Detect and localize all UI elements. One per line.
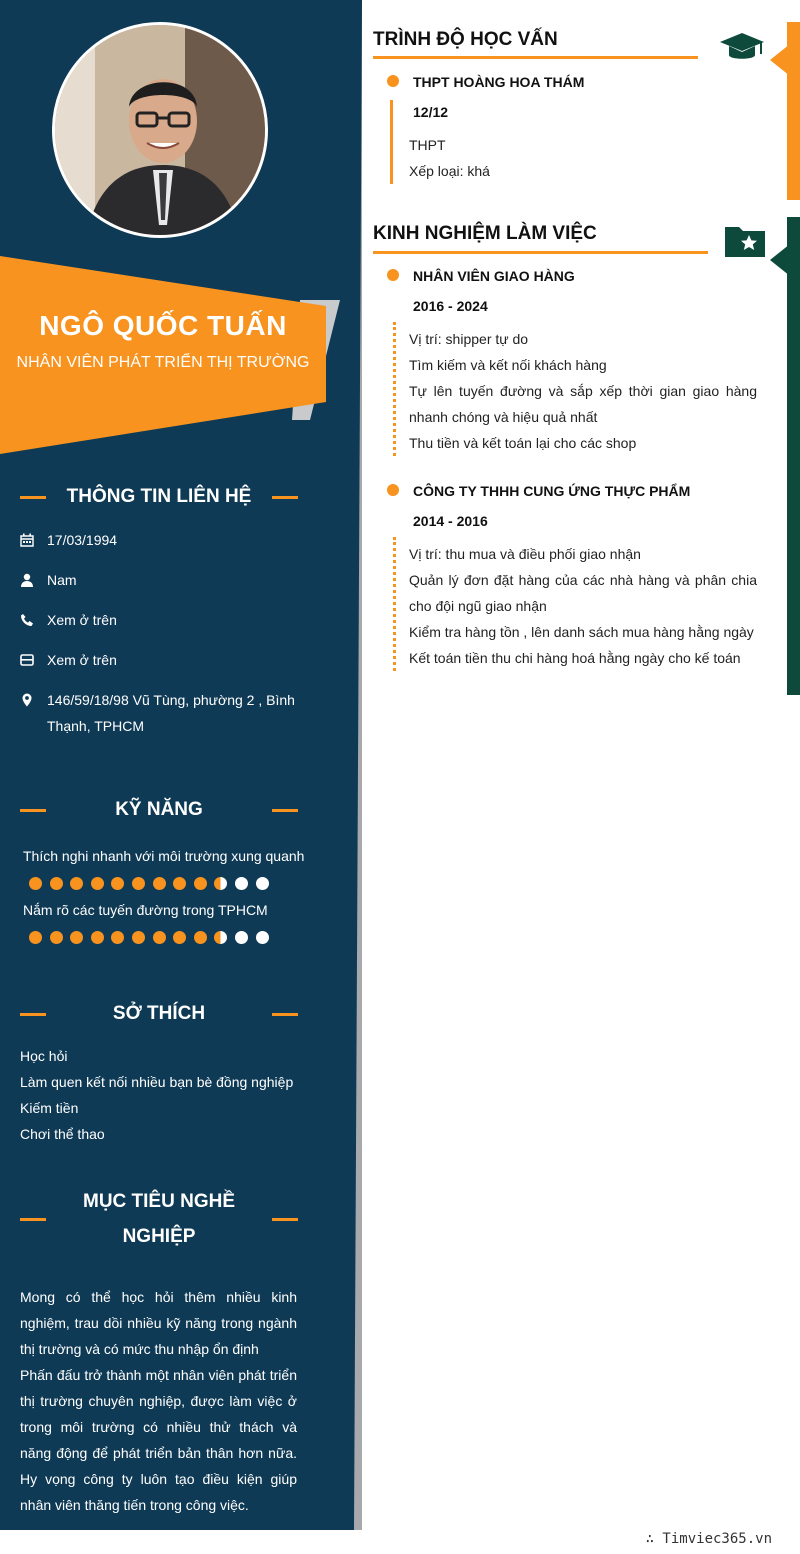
- job-title: NHÂN VIÊN GIAO HÀNG: [413, 268, 575, 284]
- experience-tab-arrow: [770, 244, 790, 276]
- rating-dot: [132, 877, 145, 890]
- heading-dash: [272, 1013, 298, 1016]
- contact-phone: [20, 607, 305, 633]
- heading-dash: [20, 1218, 46, 1221]
- job-date: 2016 - 2024: [413, 298, 488, 314]
- rating-dot: [153, 931, 166, 944]
- heading-dash: [20, 809, 46, 812]
- goal-section-heading: [20, 1184, 298, 1254]
- rating-dot: [111, 877, 124, 890]
- career-goal: [20, 1284, 297, 1518]
- rating-dot: [173, 877, 186, 890]
- heading-dash: [272, 496, 298, 499]
- address-value: 146/59/18/98 Vũ Tùng, phường 2 , Bình Thạnh, TPHCM: [47, 692, 295, 734]
- rating-dot: [194, 877, 207, 890]
- rating-dot: [132, 931, 145, 944]
- experience-underline: [373, 251, 708, 254]
- skills-section-heading: [20, 792, 298, 827]
- skill-label: Nắm rõ các tuyến đường trong TPHCM: [23, 902, 268, 918]
- job-title: CÔNG TY THHH CUNG ỨNG THỰC PHẨM: [413, 483, 691, 499]
- job-duty: Thu tiền và kết toán lại cho các shop: [409, 435, 637, 451]
- rating-dot: [29, 931, 42, 944]
- school-name: THPT HOÀNG HOA THÁM: [413, 74, 585, 90]
- education-heading: TRÌNH ĐỘ HỌC VẤN: [373, 29, 558, 50]
- contact-email: [20, 647, 305, 673]
- avatar: [52, 22, 268, 238]
- job-duty: Tìm kiếm và kết nối khách hàng: [409, 357, 607, 373]
- job-duty: Vị trí: shipper tự do: [409, 331, 529, 347]
- hobbies-title: SỞ THÍCH: [112, 1003, 206, 1024]
- hobbies-section-heading: [20, 996, 298, 1031]
- phone-value: Xem ở trên: [47, 612, 117, 628]
- rating-dot: [50, 877, 63, 890]
- person-icon: [20, 567, 47, 593]
- goal-title-line2: NGHIỆP: [122, 1226, 196, 1247]
- job-timeline-dotted: [393, 537, 396, 671]
- rating-dot: [29, 877, 42, 890]
- skills-title: KỸ NĂNG: [115, 799, 203, 820]
- rating-dot: [256, 877, 269, 890]
- timeline-dot: [387, 75, 399, 87]
- rating-dot: [194, 931, 207, 944]
- contact-gender: [20, 567, 305, 593]
- rating-dot: [214, 931, 227, 944]
- email-value: Xem ở trên: [47, 652, 117, 668]
- contact-birthday: [20, 527, 305, 553]
- skill-rating: [29, 931, 269, 944]
- goal-paragraph: Mong có thể học hỏi thêm nhiều kinh nghiệm, trau dồi nhiều kỹ năng trong ngành thị trường và có mức thu nhập ổn định: [20, 1289, 297, 1357]
- rating-dot: [153, 877, 166, 890]
- skill-label: Thích nghi nhanh với môi trường xung quanh: [23, 848, 305, 864]
- contact-section-heading: [20, 479, 298, 514]
- hobby-item: Học hỏi: [20, 1048, 68, 1064]
- candidate-role: NHÂN VIÊN PHÁT TRIỂN THỊ TRƯỜNG: [16, 354, 310, 371]
- goal-paragraph: Phấn đấu trở thành một nhân viên phát triển thị trường chuyên nghiệp, được làm việc ở trong môi trường có nhiều thử thách và năng động để phát triển bản thân hơn nữa. Hy vọng công ty luôn tạo điều kiện giúp nhân viên thăng tiến trong công việc.: [20, 1367, 297, 1513]
- heading-dash: [20, 1013, 46, 1016]
- rating-dot: [91, 877, 104, 890]
- education-date: 12/12: [413, 104, 449, 120]
- location-icon: [20, 687, 47, 739]
- rating-dot: [91, 931, 104, 944]
- rating-dot: [70, 931, 83, 944]
- heading-dash: [272, 809, 298, 812]
- job-duty: Tự lên tuyến đường và sắp xếp thời gian giao hàng nhanh chóng và hiệu quả nhất: [409, 383, 757, 425]
- education-underline: [373, 56, 698, 59]
- education-tab-arrow: [770, 44, 790, 76]
- rating-dot: [111, 931, 124, 944]
- contact-address: [20, 687, 305, 739]
- rating-dot: [50, 931, 63, 944]
- education-timeline-bar: [390, 100, 393, 184]
- skill-rating: [29, 877, 269, 890]
- rating-dot: [214, 877, 227, 890]
- timeline-dot: [387, 484, 399, 496]
- folder-star-icon: [725, 223, 765, 257]
- mail-icon: [20, 647, 47, 673]
- experience-heading: KINH NGHIỆM LÀM VIỆC: [373, 223, 597, 244]
- calendar-icon: [20, 527, 47, 553]
- job-duty: Quản lý đơn đặt hàng của các nhà hàng và phân chia cho đội ngũ giao nhận: [409, 572, 757, 614]
- hobby-item: Kiếm tiền: [20, 1100, 79, 1116]
- job-duty: Kiểm tra hàng tồn , lên danh sách mua hàng hằng ngày: [409, 624, 754, 640]
- job-duty: Kết toán tiền thu chi hàng hoá hằng ngày cho kế toán: [409, 650, 741, 666]
- job-timeline-dotted: [393, 322, 396, 456]
- experience-side-tab: [787, 217, 800, 695]
- birthday-value: 17/03/1994: [47, 532, 118, 548]
- heading-dash: [272, 1218, 298, 1221]
- rating-dot: [235, 931, 248, 944]
- candidate-name: NGÔ QUỐC TUẤN: [39, 310, 287, 341]
- timeline-dot: [387, 269, 399, 281]
- job-duty: Vị trí: thu mua và điều phối giao nhận: [409, 546, 641, 562]
- rating-dot: [256, 931, 269, 944]
- rating-dot: [173, 931, 186, 944]
- education-line: THPT: [409, 137, 446, 153]
- goal-title-line1: MỤC TIÊU NGHỀ: [83, 1191, 235, 1212]
- phone-icon: [20, 607, 47, 633]
- rating-dot: [70, 877, 83, 890]
- graduation-cap-icon: [720, 33, 764, 63]
- rating-dot: [235, 877, 248, 890]
- hobby-item: Làm quen kết nối nhiều bạn bè đồng nghiệp: [20, 1074, 294, 1090]
- job-date: 2014 - 2016: [413, 513, 488, 529]
- hobby-item: Chơi thể thao: [20, 1126, 105, 1142]
- education-line: Xếp loại: khá: [409, 163, 490, 179]
- heading-dash: [20, 496, 46, 499]
- contact-title: THÔNG TIN LIÊN HỆ: [66, 486, 252, 507]
- gender-value: Nam: [47, 572, 77, 588]
- footer-brand[interactable]: ∴ Timviec365.vn: [645, 1531, 772, 1547]
